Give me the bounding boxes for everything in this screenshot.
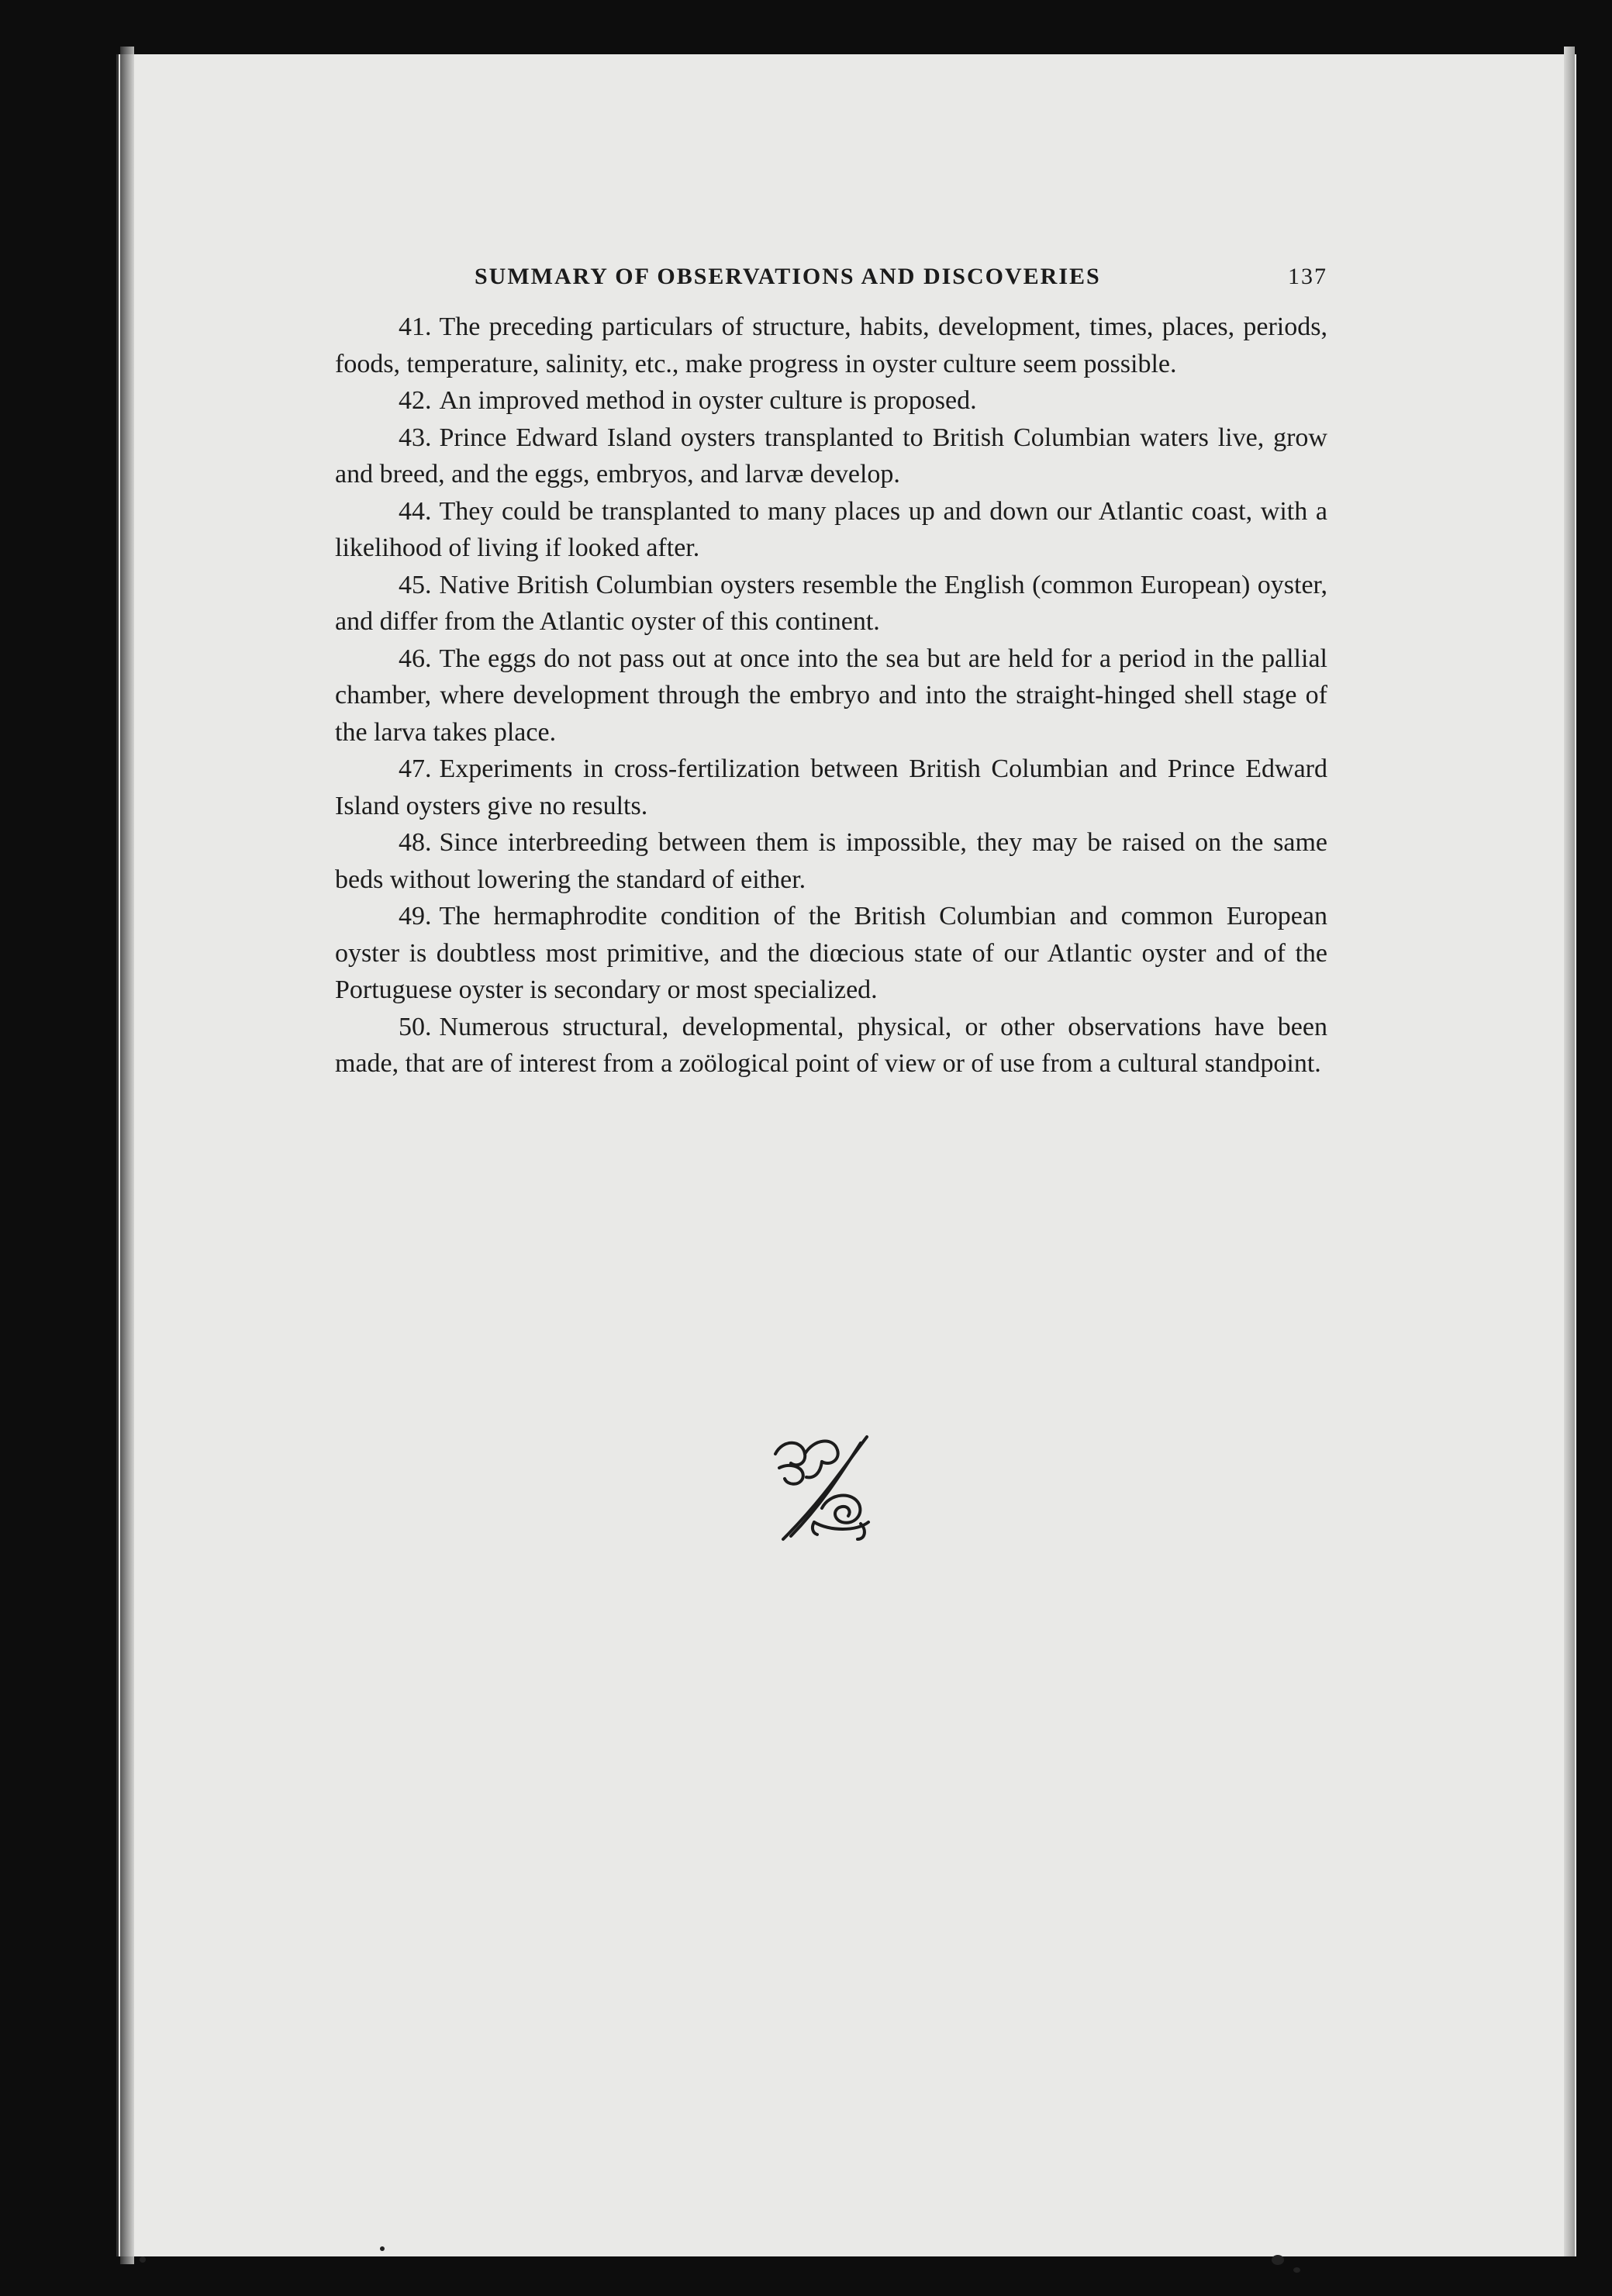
item-number: 45. <box>399 570 432 599</box>
summary-list <box>335 309 1327 1082</box>
item-number: 49. <box>399 902 432 930</box>
summary-item <box>335 640 1327 751</box>
item-text: The eggs do not pass out at once into the sea but are held for a period in the pallial chamber, where development through the embryo and into the straight-hinged shell stage of the larva takes place. <box>335 644 1327 747</box>
item-number: 43. <box>399 423 432 452</box>
item-text: They could be transplanted to many places up and down our Atlantic coast, with a likelihood of living if looked after. <box>335 496 1327 562</box>
page-edge <box>1564 47 1575 2256</box>
item-number: 44. <box>399 496 432 526</box>
item-number: 42. <box>399 386 432 415</box>
summary-item <box>335 1009 1327 1082</box>
running-head-title: SUMMARY OF OBSERVATIONS AND DISCOVERIES <box>475 264 1101 289</box>
summary-item <box>335 309 1327 382</box>
summary-item <box>335 382 1327 419</box>
item-text: Experiments in cross-fertilization between British Columbian and Prince Edward Island oysters give no results. <box>335 754 1327 820</box>
item-number: 46. <box>399 644 432 673</box>
summary-item <box>335 898 1327 1009</box>
page-number: 137 <box>1288 264 1327 289</box>
item-text: The hermaphrodite condition of the British Columbian and common European oyster is doubtless most primitive, and the diœcious state of our Atlantic oyster and of the Portuguese oyster is secondary or most specialized. <box>335 902 1327 1004</box>
item-number: 41. <box>399 312 432 341</box>
dust-speck <box>380 2246 385 2251</box>
dust-speck <box>1293 2267 1300 2273</box>
floral-vine-ornament-icon <box>768 1431 884 1547</box>
item-text: Since interbreeding between them is impossible, they may be raised on the same beds without lowering the standard of either. <box>335 828 1327 894</box>
item-number: 47. <box>399 754 432 783</box>
binding-shadow <box>120 47 134 2264</box>
summary-item <box>335 824 1327 898</box>
summary-item <box>335 751 1327 824</box>
summary-item <box>335 419 1327 493</box>
item-text: The preceding particulars of structure, habits, development, times, places, periods, foods, temperature, salinity, etc., make progress in oyster culture seem possible. <box>335 312 1327 378</box>
item-text: Prince Edward Island oysters transplanted to British Columbian waters live, grow and breed, and the eggs, embryos, and larvæ develop. <box>335 423 1327 489</box>
item-text: Native British Columbian oysters resemble the English (common European) oyster, and differ from the Atlantic oyster of this continent. <box>335 570 1327 636</box>
summary-item <box>335 493 1327 567</box>
dust-speck <box>140 2256 146 2263</box>
summary-item <box>335 567 1327 640</box>
dust-speck <box>1272 2255 1284 2265</box>
item-number: 50. <box>399 1012 432 1041</box>
item-number: 48. <box>399 828 432 857</box>
item-text: Numerous structural, developmental, physical, or other observations have been made, that are of interest from a zoölogical point of view or of use from a cultural standpoint. <box>335 1012 1327 1078</box>
item-text: An improved method in oyster culture is proposed. <box>439 386 977 415</box>
